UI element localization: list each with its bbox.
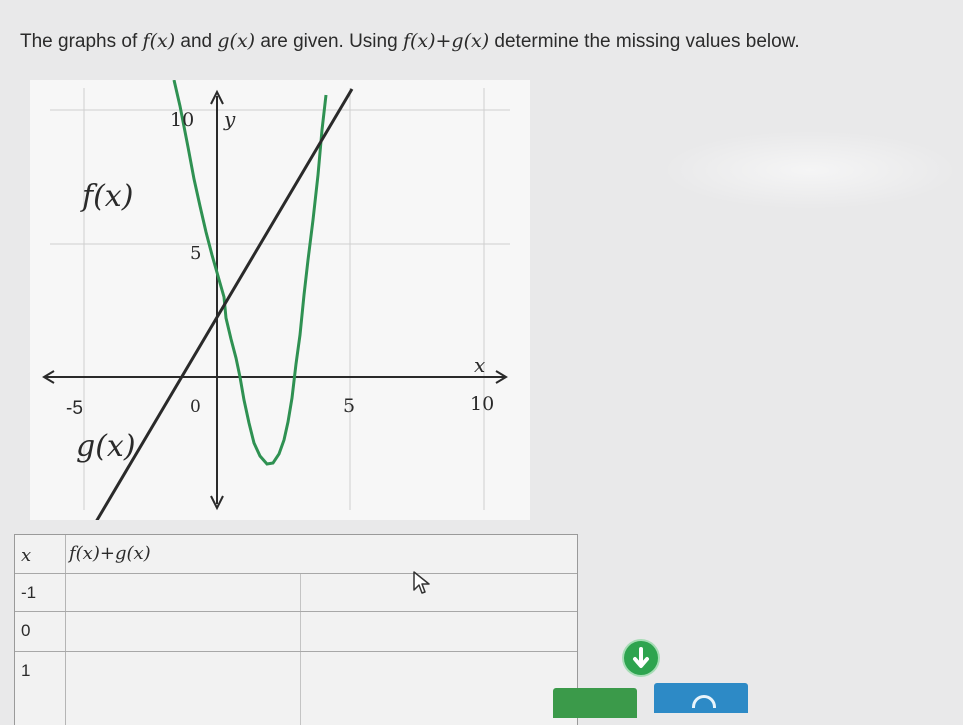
prompt-gx: g(x) — [217, 30, 256, 52]
prompt-prefix: The graphs of — [20, 31, 143, 52]
table-header-row — [15, 535, 577, 574]
table-cell-x: 0 — [21, 621, 31, 640]
tick-label-x-neg5: -5 — [66, 398, 83, 419]
answer-input-row-3[interactable] — [71, 656, 295, 686]
table-cell-x: -1 — [21, 583, 37, 602]
loading-spinner-icon — [692, 695, 716, 708]
arrow-down-icon — [624, 641, 658, 675]
table-header-x: x — [21, 545, 32, 566]
table-row — [15, 573, 577, 612]
f-curve-label: f(x) — [82, 179, 134, 214]
table-row — [15, 651, 577, 691]
prompt-sum: f(x)+g(x) — [402, 30, 490, 52]
table-cell-x: 1 — [21, 661, 31, 680]
submit-button[interactable] — [553, 688, 637, 718]
download-button[interactable] — [624, 641, 658, 675]
problem-statement — [20, 30, 800, 53]
tick-label-x-0: 0 — [190, 397, 201, 417]
table-header-sum: f(x)+g(x) — [69, 543, 151, 564]
x-axis-label: x — [474, 353, 486, 377]
tick-label-x-5: 5 — [343, 395, 356, 417]
prompt-and: and — [175, 31, 218, 52]
loading-button[interactable] — [654, 683, 748, 713]
screen-glare — [660, 130, 960, 210]
answer-input-row-1[interactable] — [71, 578, 295, 608]
prompt-fx: f(x) — [142, 30, 176, 52]
prompt-suffix: determine the missing values below. — [489, 31, 800, 52]
mouse-pointer-icon — [412, 570, 432, 596]
g-line-label: g(x) — [76, 429, 136, 464]
function-graph — [30, 80, 530, 520]
tick-label-y-5: 5 — [190, 243, 202, 264]
y-axis-label: y — [224, 107, 236, 131]
prompt-middle: are given. Using — [255, 31, 403, 52]
table-row — [15, 611, 577, 652]
tick-label-x-10: 10 — [470, 393, 495, 415]
answer-table — [14, 534, 578, 725]
tick-label-y-10: 10 — [170, 109, 195, 131]
answer-input-row-2[interactable] — [71, 616, 295, 646]
